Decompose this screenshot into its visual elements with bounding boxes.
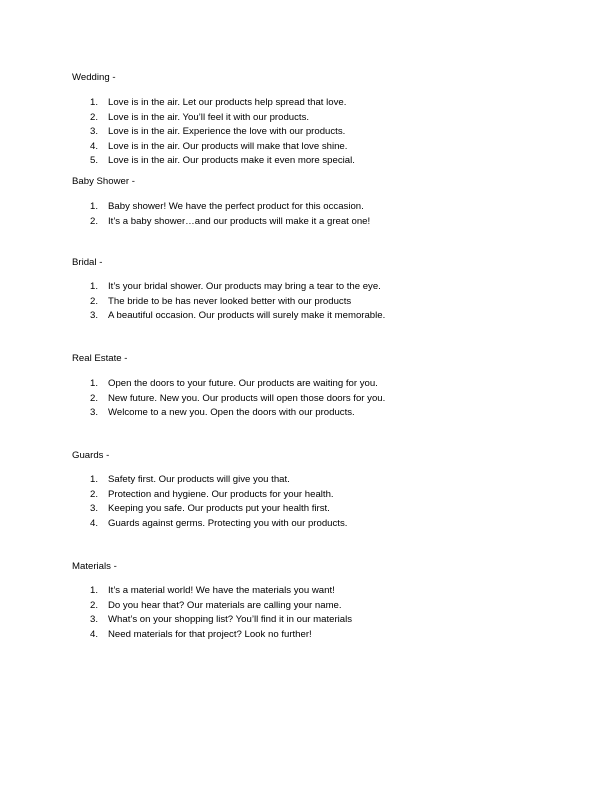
list-item-text: Love is in the air. You’ll feel it with our products. <box>108 111 310 123</box>
list-item <box>72 613 552 628</box>
list-item-text: A beautiful occasion. Our products will surely make it memorable. <box>108 310 386 322</box>
list-item <box>72 96 552 111</box>
section-bridal <box>72 257 552 324</box>
list-number: 5. <box>90 155 99 167</box>
list-item <box>72 377 552 392</box>
list-item-text: Protection and hygiene. Our products for your health. <box>108 488 334 500</box>
section-materials <box>72 561 552 642</box>
list-item <box>72 488 552 503</box>
list-item-text: It’s a baby shower…and our products will make it a great one! <box>108 215 371 227</box>
list-item <box>72 309 552 324</box>
list-item <box>72 502 552 517</box>
list-item-text: New future. New you. Our products will open those doors for you. <box>108 392 386 404</box>
list-number: 1. <box>90 97 99 108</box>
section-heading: Bridal - <box>72 257 103 268</box>
list-item-text: Need materials for that project? Look no further! <box>108 628 312 640</box>
list-item-text: Welcome to a new you. Open the doors with our products. <box>108 407 355 419</box>
list-item-text: Keeping you safe. Our products put your health first. <box>108 503 330 515</box>
list-item-text: Safety first. Our products will give you that. <box>108 474 290 485</box>
numbered-list <box>72 377 552 421</box>
section-heading: Real Estate - <box>72 353 128 364</box>
list-number: 3. <box>90 614 99 626</box>
section-heading: Baby Shower - <box>72 176 135 187</box>
list-number: 4. <box>90 628 99 640</box>
list-item-text: Love is in the air. Let our products help spread that love. <box>108 97 347 108</box>
section-heading: Wedding - <box>72 72 116 83</box>
numbered-list <box>72 280 552 324</box>
list-item-text: What’s on your shopping list? You’ll find it in our materials <box>108 614 353 626</box>
list-item-text: The bride to be has never looked better with our products <box>108 295 352 307</box>
list-item-text: Love is in the air. Our products make it even more special. <box>108 155 355 167</box>
list-number: 3. <box>90 503 99 515</box>
list-number: 4. <box>90 140 99 152</box>
list-item <box>72 599 552 614</box>
list-item <box>72 473 552 488</box>
list-number: 1. <box>90 281 99 292</box>
list-number: 1. <box>90 585 99 596</box>
list-item <box>72 295 552 310</box>
list-number: 2. <box>90 295 99 307</box>
section-baby-shower <box>72 176 552 229</box>
list-item-text: It’s a material world! We have the materials you want! <box>108 585 335 596</box>
list-item-text: Guards against germs. Protecting you with our products. <box>108 517 348 529</box>
list-item-text: Love is in the air. Experience the love with our products. <box>108 126 346 138</box>
section-real-estate <box>72 353 552 421</box>
list-number: 2. <box>90 488 99 500</box>
list-item <box>72 584 552 599</box>
numbered-list <box>72 584 552 642</box>
list-item <box>72 111 552 126</box>
numbered-list <box>72 200 552 229</box>
list-number: 2. <box>90 599 99 611</box>
list-number: 1. <box>90 201 99 212</box>
list-number: 4. <box>90 517 99 529</box>
list-item <box>72 200 552 215</box>
list-item-text: Open the doors to your future. Our products are waiting for you. <box>108 378 378 389</box>
list-item-text: It’s your bridal shower. Our products may bring a tear to the eye. <box>108 281 381 292</box>
numbered-list <box>72 96 552 169</box>
list-number: 2. <box>90 111 99 123</box>
section-heading: Materials - <box>72 561 117 572</box>
list-item <box>72 517 552 532</box>
list-number: 2. <box>90 215 99 227</box>
list-item-text: Baby shower! We have the perfect product for this occasion. <box>108 201 364 212</box>
numbered-list <box>72 473 552 531</box>
list-item-text: Love is in the air. Our products will make that love shine. <box>108 140 348 152</box>
section-guards <box>72 450 552 531</box>
list-number: 3. <box>90 126 99 138</box>
list-item <box>72 215 552 230</box>
list-number: 3. <box>90 310 99 322</box>
list-item <box>72 154 552 169</box>
list-item <box>72 406 552 421</box>
list-item <box>72 628 552 643</box>
list-item-text: Do you hear that? Our materials are calling your name. <box>108 599 342 611</box>
list-number: 2. <box>90 392 99 404</box>
list-item <box>72 125 552 140</box>
list-item <box>72 140 552 155</box>
list-item <box>72 392 552 407</box>
list-number: 3. <box>90 407 99 419</box>
list-number: 1. <box>90 474 99 485</box>
section-heading: Guards - <box>72 450 110 461</box>
section-wedding <box>72 72 552 169</box>
list-number: 1. <box>90 378 99 389</box>
list-item <box>72 280 552 295</box>
